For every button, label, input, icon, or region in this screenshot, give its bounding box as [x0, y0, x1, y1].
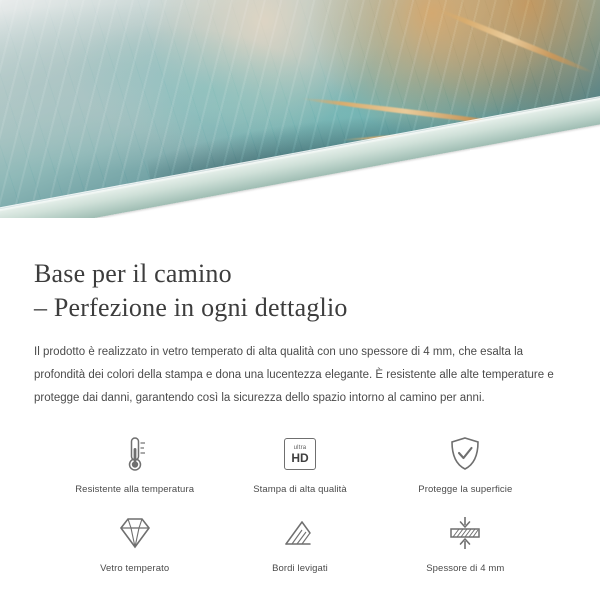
image-corner-white	[470, 150, 600, 218]
shield-check-icon	[446, 432, 484, 476]
feature-item-polished-edges	[217, 505, 382, 578]
feature-grid	[34, 426, 566, 578]
ultra-hd-badge-main: HD	[291, 450, 309, 465]
feature-item-tempered-glass	[52, 505, 217, 578]
feature-item-temperature	[52, 426, 217, 499]
hero-product-image	[0, 0, 600, 218]
ultra-hd-badge-top: ultra	[293, 444, 307, 451]
thickness-arrows-icon	[445, 511, 485, 555]
polished-edges-icon	[280, 511, 320, 555]
feature-item-print-quality	[217, 426, 382, 499]
feature-item-surface-protection	[383, 426, 548, 499]
feature-label: Vetro temperato	[100, 563, 170, 575]
feature-label: Protegge la superficie	[418, 484, 513, 496]
feature-label: Spessore di 4 mm	[426, 563, 505, 575]
feature-label: Resistente alla temperatura	[75, 484, 195, 496]
description-paragraph: Il prodotto è realizzato in vetro temperato di alta qualità con uno spessore di 4 mm, che esalta la profondità dei colori della stampa e dona una lucentezza elegante. È resistente alle alte temperature e protegge dai danni, garantendo così la sicurezza dello spazio intorno al camino per anni.	[34, 346, 554, 405]
page-title	[34, 257, 566, 324]
ultra-hd-icon	[284, 432, 316, 476]
feature-item-thickness	[383, 505, 548, 578]
content-block	[0, 218, 600, 578]
feature-label: Bordi levigati	[272, 563, 328, 575]
headline-line-2: – Perfezione in ogni dettaglio	[34, 292, 348, 322]
thermometer-icon	[117, 432, 153, 476]
diamond-icon	[115, 511, 155, 555]
feature-label: Stampa di alta qualità	[253, 484, 347, 496]
headline-line-1: Base per il camino	[34, 259, 232, 289]
